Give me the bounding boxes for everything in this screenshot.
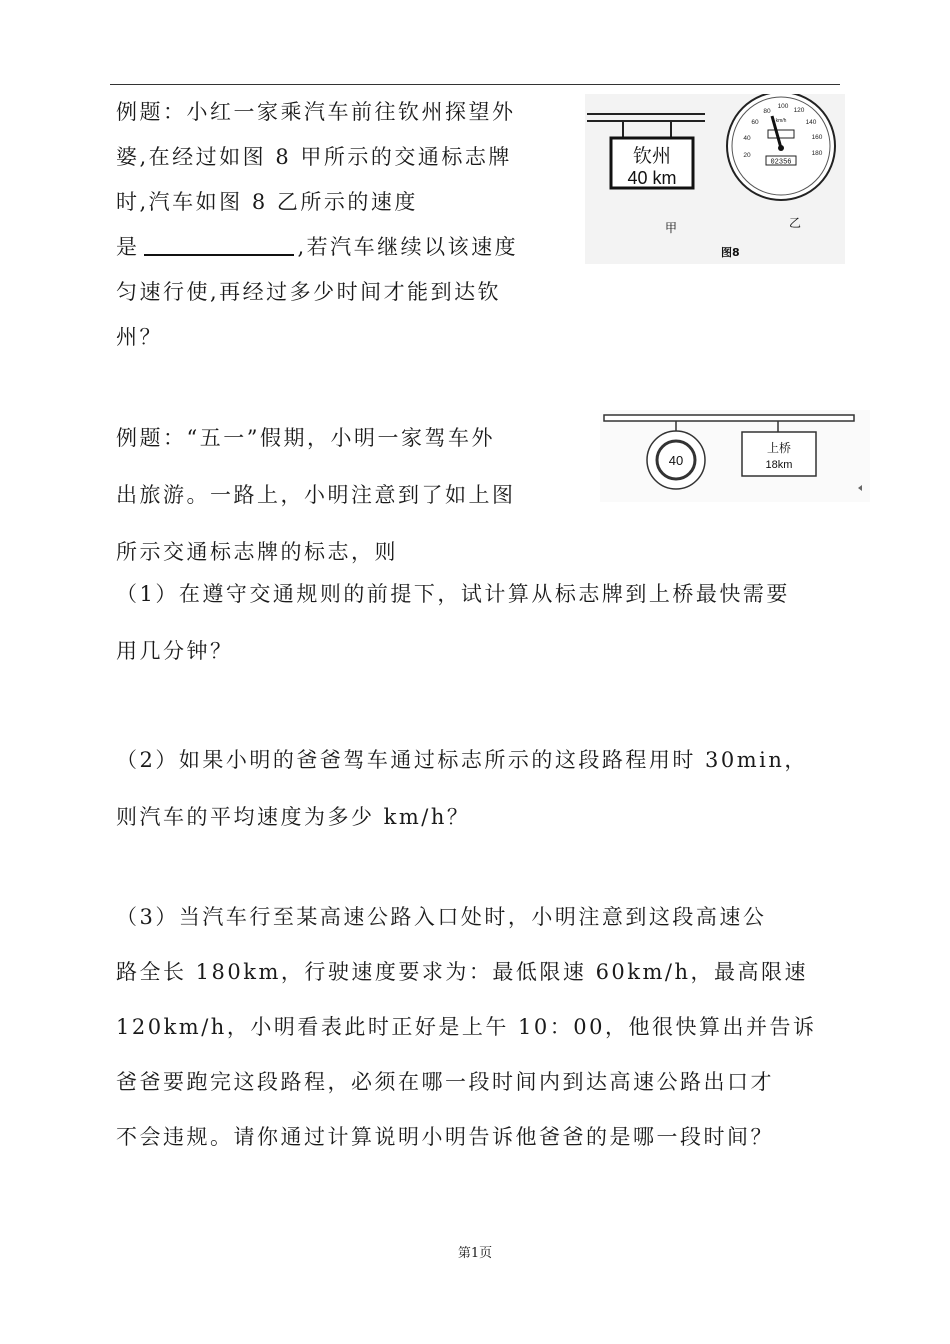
text-line: （2）如果小明的爸爸驾车通过标志所示的这段路程用时 30min， xyxy=(116,748,808,772)
text-line: 州？ xyxy=(116,325,163,349)
speed-limit-sign xyxy=(647,431,705,489)
text-line: 出旅游。一路上，小明注意到了如上图 xyxy=(116,483,516,507)
dial-mark: 40 xyxy=(743,135,751,142)
dial-mark: 20 xyxy=(743,152,751,159)
text-line: 匀速行使,再经过多少时间才能到达钦 xyxy=(116,280,502,304)
dial-mark: 160 xyxy=(811,134,823,141)
bridge-distance-sign xyxy=(742,432,816,476)
trip-display xyxy=(768,130,794,138)
label-yi: 乙 xyxy=(789,216,802,230)
example2-text xyxy=(116,410,566,581)
sign-distance: 40 km xyxy=(627,168,677,188)
sign-distance: 18km xyxy=(765,459,793,471)
sign-city: 钦州 xyxy=(632,146,672,167)
dial-mark: 120 xyxy=(793,107,805,114)
odometer: 02356 xyxy=(770,158,792,167)
example1-text xyxy=(116,90,566,360)
text-line: 120km/h，小明看表此时正好是上午 10：00，他很快算出并告诉 xyxy=(116,1015,817,1039)
traffic-signs-figure xyxy=(600,410,870,502)
dial-mark: 60 xyxy=(751,119,759,126)
speed-limit-value: 40 xyxy=(668,453,684,468)
gantry-bar xyxy=(604,415,854,421)
text-line: （3）当汽车行至某高速公路入口处时，小明注意到这段高速公 xyxy=(116,905,767,929)
speedometer xyxy=(727,94,835,200)
answer-blank xyxy=(144,232,294,256)
label-jia: 甲 xyxy=(665,221,678,235)
sign-place: 上桥 xyxy=(766,441,792,455)
text-line: 用几分钟？ xyxy=(116,639,234,663)
text-line: 则汽车的平均速度为多少 km/h？ xyxy=(116,805,471,829)
traffic-signs-drawing xyxy=(600,410,870,502)
figure-8-drawing xyxy=(585,94,845,264)
text-line: 不会违规。请你通过计算说明小明告诉他爸爸的是哪一段时间？ xyxy=(116,1125,774,1149)
question-1 xyxy=(116,566,846,680)
question-3 xyxy=(116,890,846,1165)
small-arrow-icon xyxy=(858,485,862,491)
figure-8 xyxy=(585,94,845,264)
header-rule xyxy=(110,84,840,85)
dial-mark: 100 xyxy=(777,103,789,110)
dial-mark: 180 xyxy=(811,150,823,157)
dial-mark: 80 xyxy=(763,108,771,115)
text-line: （1）在遵守交通规则的前提下，试计算从标志牌到上桥最快需要 xyxy=(116,582,790,606)
dial-mark: 140 xyxy=(805,119,817,126)
text-line-post: ,若汽车继续以该速度 xyxy=(297,235,519,259)
speed-unit: km/h xyxy=(775,118,787,124)
text-line: 例题：小红一家乘汽车前往钦州探望外 xyxy=(116,100,516,124)
question-2 xyxy=(116,732,846,846)
text-line: 爸爸要跑完这段路程，必须在哪一段时间内到达高速公路出口才 xyxy=(116,1070,774,1094)
text-line: 路全长 180km，行驶速度要求为：最低限速 60km/h，最高限速 xyxy=(116,960,809,984)
text-line: 婆,在经过如图 8 甲所示的交通标志牌 xyxy=(116,145,512,169)
figure-caption: 图8 xyxy=(721,246,740,259)
text-line: 时,汽车如图 8 乙所示的速度 xyxy=(116,190,418,214)
page-number: 第1页 xyxy=(457,1246,493,1261)
text-line-pre: 是 xyxy=(116,235,140,259)
text-line: 例题：“五一”假期，小明一家驾车外 xyxy=(116,426,495,450)
text-line: 所示交通标志牌的标志，则 xyxy=(116,540,398,564)
text-line xyxy=(116,225,566,270)
